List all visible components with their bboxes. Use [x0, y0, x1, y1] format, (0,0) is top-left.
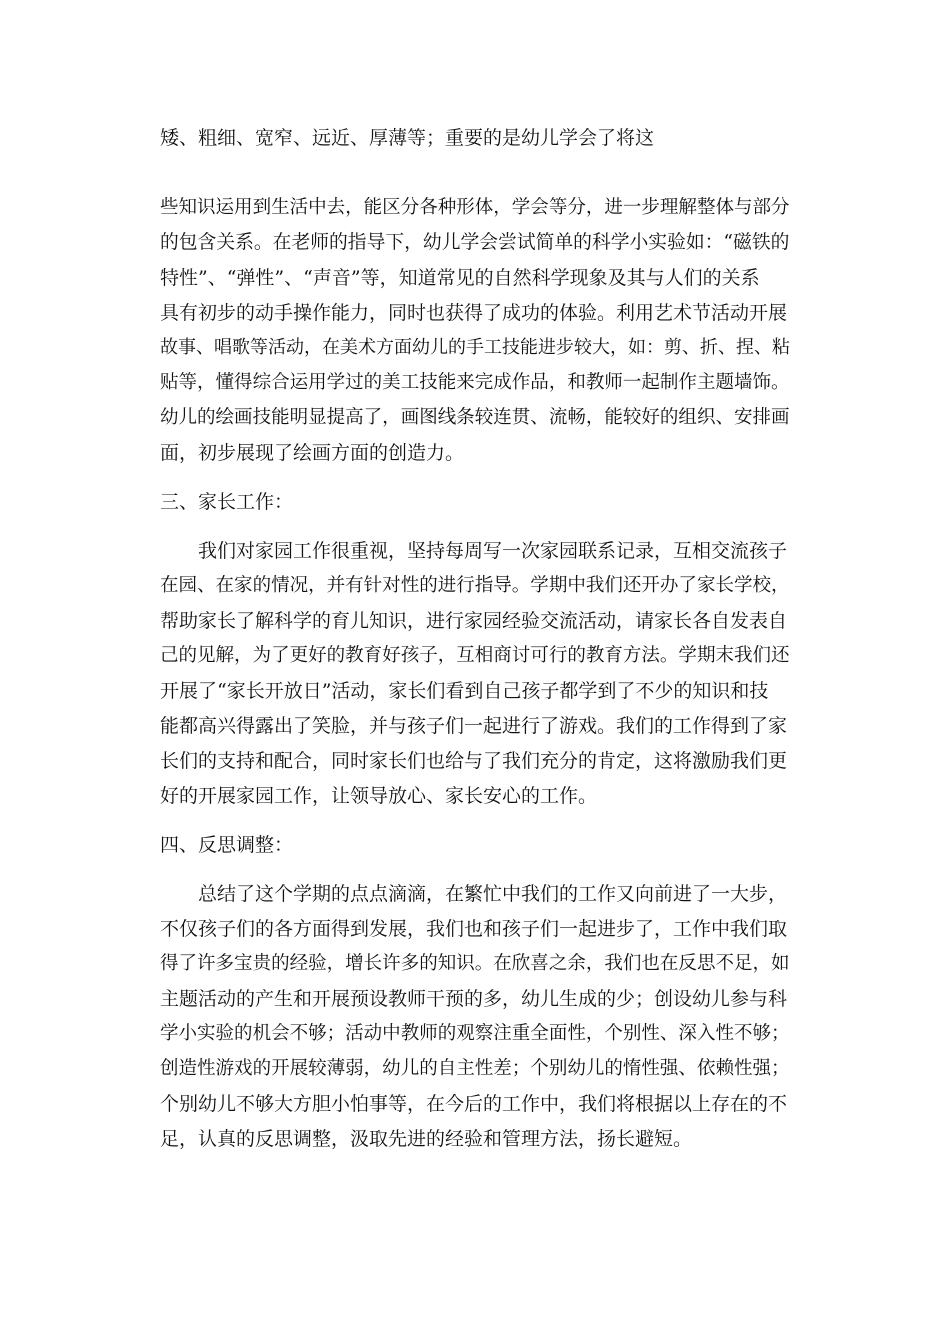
paragraph-line: 特性”、“弹性”、“声音”等，知道常见的自然科学现象及其与人们的关系: [160, 267, 760, 289]
paragraph-line: 主题活动的产生和开展预设教师干预的多，幼儿生成的少；创设幼儿参与科: [160, 988, 788, 1010]
paragraph-line: 贴等，懂得综合运用学过的美工技能来完成作品，和教师一起制作主题墙饰。: [160, 372, 790, 393]
paragraph-line: 的包含关系。在老师的指导下，幼儿学会尝试简单的科学小实验如：“磁铁的: [160, 232, 790, 253]
paragraph-line: 创造性游戏的开展较薄弱，幼儿的自主性差；个别幼儿的惰性强、依赖性强；: [160, 1058, 790, 1079]
paragraph-line: 长们的支持和配合，同时家长们也给与了我们充分的肯定，这将激励我们更: [160, 750, 788, 772]
paragraph-line: 幼儿的绘画技能明显提高了，画图线条较连贯、流畅，能较好的组织、安排画: [160, 407, 790, 428]
paragraph-line: 帮助家长了解科学的育儿知识，进行家园经验交流活动，请家长各自发表自: [160, 610, 788, 632]
paragraph-line: 总结了这个学期的点点滴滴，在繁忙中我们的工作又向前进了一大步，: [198, 883, 788, 905]
paragraph-line: 些知识运用到生活中去，能区分各种形体，学会等分，进一步理解整体与部分: [160, 197, 790, 218]
section-heading: 三、家长工作：: [160, 491, 294, 513]
paragraph-line: 在园、在家的情况，并有针对性的进行指导。学期中我们还开办了家长学校，: [160, 575, 790, 596]
paragraph-line: 我们对家园工作很重视，坚持每周写一次家园联系记录，互相交流孩子: [198, 540, 788, 562]
paragraph-line: 故事、唱歌等活动，在美术方面幼儿的手工技能进步较大，如：剪、折、捏、粘: [160, 337, 790, 358]
section-heading: 四、反思调整：: [160, 834, 294, 856]
paragraph-line: 面，初步展现了绘画方面的创造力。: [160, 442, 465, 464]
paragraph-line: 学小实验的机会不够；活动中教师的观察注重全面性，个别性、深入性不够；: [160, 1023, 790, 1044]
paragraph-line: 得了许多宝贵的经验，增长许多的知识。在欣喜之余，我们也在反思不足，如: [160, 953, 790, 974]
paragraph-line: 好的开展家园工作，让领导放心、家长安心的工作。: [160, 785, 598, 807]
paragraph-line: 具有初步的动手操作能力，同时也获得了成功的体验。利用艺术节活动开展: [160, 302, 788, 324]
paragraph-line: 能都高兴得露出了笑脸，并与孩子们一起进行了游戏。我们的工作得到了家: [160, 715, 788, 737]
paragraph-line: 开展了“家长开放日”活动，家长们看到自己孩子都学到了不少的知识和技: [160, 680, 769, 702]
fragment-line: 矮、粗细、宽窄、远近、厚薄等；重要的是幼儿学会了将这: [160, 127, 655, 149]
paragraph-line: 足，认真的反思调整，汲取先进的经验和管理方法，扬长避短。: [160, 1128, 693, 1150]
paragraph-line: 不仅孩子们的各方面得到发展，我们也和孩子们一起进步了，工作中我们取: [160, 918, 788, 940]
paragraph-line: 个别幼儿不够大方胆小怕事等，在今后的工作中，我们将根据以上存在的不: [160, 1093, 788, 1115]
paragraph-line: 己的见解，为了更好的教育好孩子，互相商讨可行的教育方法。学期末我们还: [160, 645, 790, 666]
